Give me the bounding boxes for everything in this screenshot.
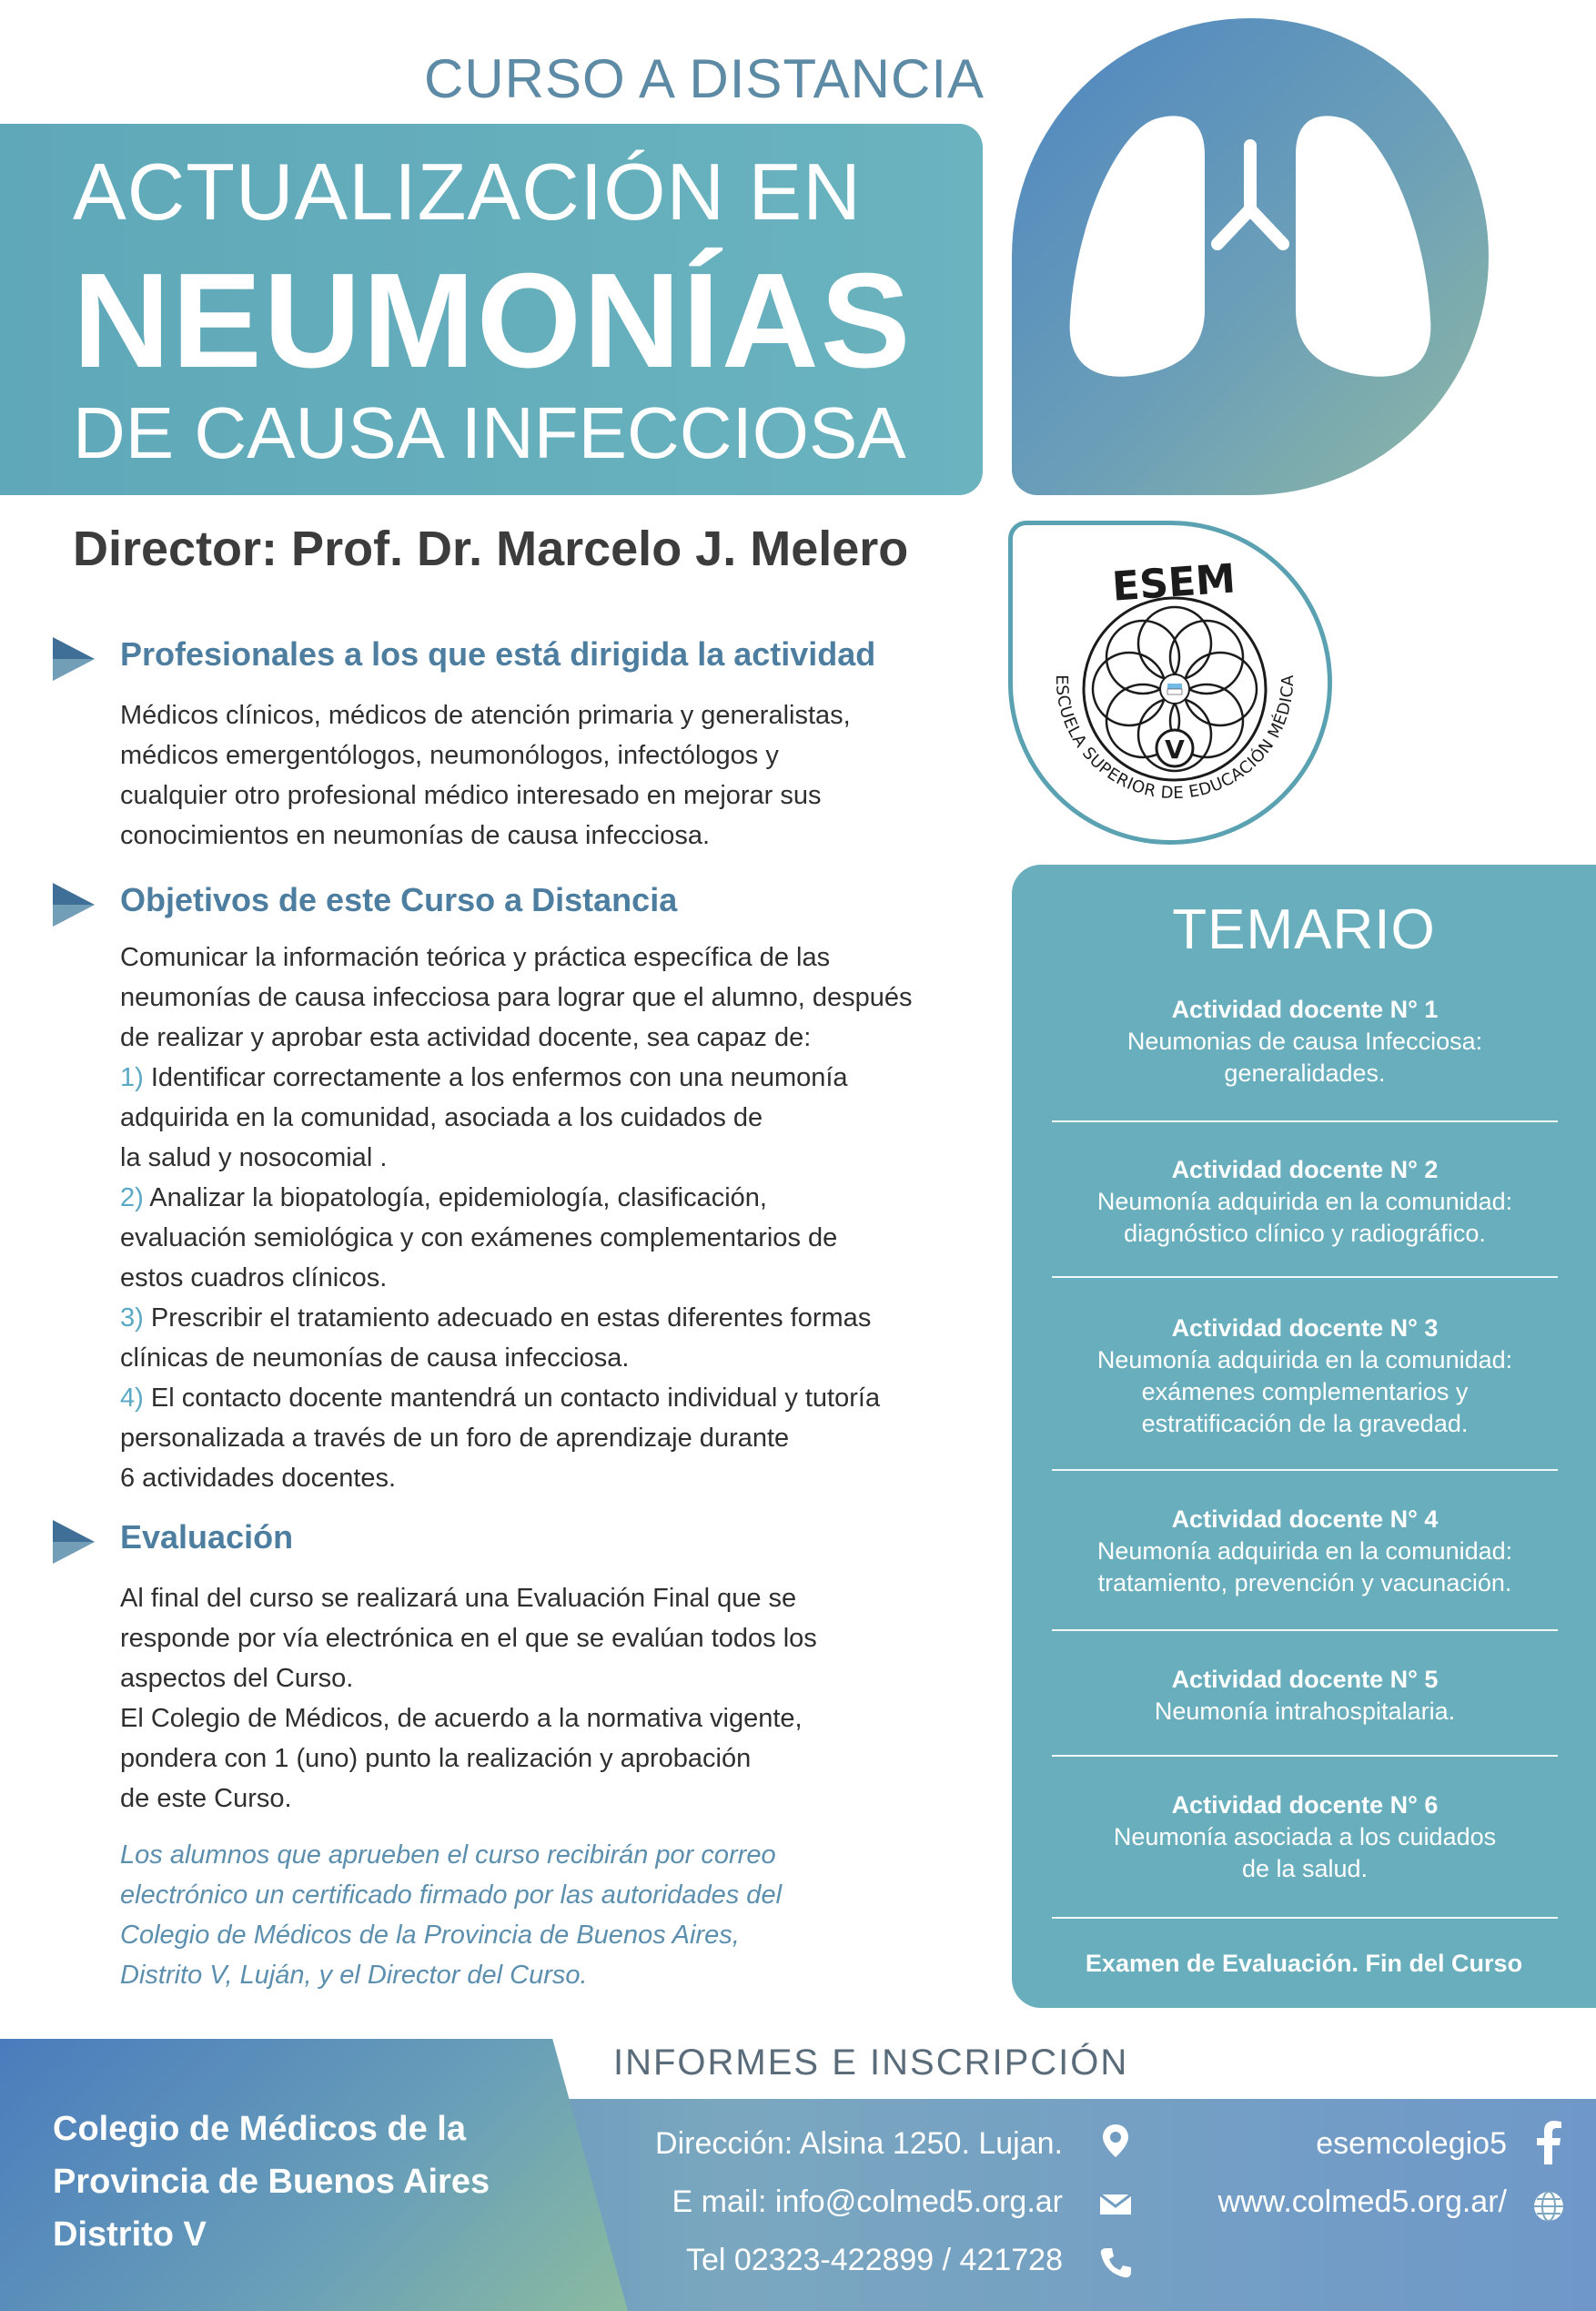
temario-title: TEMARIO — [1172, 898, 1436, 961]
footer-org-name — [53, 2103, 490, 2261]
text-line: estos cuadros clínicos. — [120, 1263, 388, 1292]
activity-heading: Actividad docente N° 1 — [1171, 996, 1439, 1023]
section-dirigida-body — [120, 695, 994, 856]
section-objetivos-body — [120, 938, 994, 1498]
text-line: conocimientos en neumonías de causa infecciosa. — [120, 821, 711, 850]
divider — [1052, 1469, 1558, 1471]
objective-item-1 — [120, 1058, 994, 1098]
objective-item-2 — [120, 1178, 994, 1218]
globe-icon[interactable] — [1532, 2190, 1565, 2223]
director-name: Director: Prof. Dr. Marcelo J. Melero — [73, 522, 909, 576]
title-line-3: DE CAUSA INFECCIOSA — [73, 392, 906, 473]
objective-number: 2) — [120, 1183, 144, 1212]
exam-closing: Examen de Evaluación. Fin del Curso — [1085, 1950, 1523, 1977]
text-line: responde por vía electrónica en el que se evalúan todos los — [120, 1624, 817, 1653]
activity-text: Neumonía adquirida en la comunidad: — [1096, 1537, 1513, 1565]
location-pin-icon — [1097, 2123, 1134, 2159]
divider — [1052, 1276, 1558, 1278]
text-line: de este Curso. — [120, 1784, 292, 1813]
section-dirigida-heading: Profesionales a los que está dirigida la actividad — [120, 635, 876, 673]
activity-text: Neumonía intrahospitalaria. — [1154, 1698, 1456, 1725]
title-banner — [0, 124, 983, 495]
text-line: Comunicar la información teórica y práctica específica de las — [120, 943, 831, 972]
social-website[interactable]: www.colmed5.org.ar/ — [1217, 2184, 1507, 2219]
activity-4 — [1052, 1504, 1558, 1599]
text-line: pondera con 1 (uno) punto la realización y aprobación — [120, 1744, 752, 1773]
activity-text: de la salud. — [1241, 1855, 1369, 1882]
activity-heading: Actividad docente N° 3 — [1171, 1314, 1439, 1342]
text-line: electrónico un certificado firmado por las autoridades del — [120, 1880, 783, 1910]
text-line: El Colegio de Médicos, de acuerdo a la normativa vigente, — [120, 1704, 803, 1733]
text-line: cualquier otro profesional médico interesado en mejorar sus — [120, 781, 822, 810]
activity-text: generalidades. — [1224, 1059, 1386, 1087]
text-line: neumonías de causa infecciosa para lograr que el alumno, después — [120, 983, 913, 1012]
activity-text: tratamiento, prevención y vacunación. — [1097, 1569, 1512, 1596]
text-line: Al final del curso se realizará una Evaluación Final que se — [120, 1584, 797, 1613]
text-line: clínicas de neumonías de causa infecciosa. — [120, 1343, 630, 1373]
activity-heading: Actividad docente N° 5 — [1171, 1666, 1439, 1693]
text-line: personalizada a través de un foro de aprendizaje durante — [120, 1424, 790, 1453]
section-arrow-shade — [53, 905, 95, 927]
objective-number: 1) — [120, 1063, 144, 1092]
title-line-1: ACTUALIZACIÓN EN — [73, 147, 862, 237]
text-line: evaluación semiológica y con exámenes complementarios de — [120, 1223, 838, 1252]
text-line: Provincia de Buenos Aires — [53, 2163, 490, 2201]
text-line: Distrito V — [53, 2215, 207, 2254]
activity-text: exámenes complementarios y — [1141, 1378, 1469, 1405]
text-line: de realizar y aprobar esta actividad docente, sea capaz de: — [120, 1023, 812, 1052]
objective-number: 4) — [120, 1384, 144, 1413]
text-line: Los alumnos que aprueben el curso recibirán por correo — [120, 1840, 776, 1870]
logo-ring-text: ESCUELA SUPERIOR DE EDUCACIÓN MÉDICA — [1051, 674, 1298, 804]
activity-3 — [1052, 1313, 1558, 1440]
logo-district: V — [1165, 735, 1185, 765]
divider — [1052, 1917, 1558, 1919]
activity-5 — [1052, 1664, 1558, 1728]
objective-number: 3) — [120, 1303, 144, 1333]
activity-1 — [1052, 994, 1558, 1090]
text-line: Distrito V, Luján, y el Director del Curso. — [120, 1961, 588, 1990]
text-line: médicos emergentólogos, neumonólogos, infectólogos y — [120, 741, 779, 770]
activity-text: Neumonía adquirida en la comunidad: — [1096, 1188, 1513, 1215]
divider — [1052, 1120, 1558, 1122]
esem-logo — [1008, 521, 1332, 845]
activity-text: Neumonias de causa Infecciosa: — [1126, 1028, 1483, 1055]
text-line: Prescribir el tratamiento adecuado en estas diferentes formas — [150, 1303, 872, 1333]
activity-heading: Actividad docente N° 2 — [1171, 1156, 1439, 1183]
certificate-note — [120, 1835, 994, 1995]
activity-6 — [1052, 1789, 1558, 1885]
section-arrow-shade — [53, 1542, 95, 1564]
phone-icon — [1097, 2245, 1134, 2281]
logo-name: ESEM — [1110, 555, 1237, 611]
text-line: Analizar la biopatología, epidemiología, clasificación, — [149, 1183, 767, 1212]
temario-panel — [1012, 865, 1596, 2008]
activity-2 — [1052, 1154, 1558, 1250]
informes-heading: INFORMES E INSCRIPCIÓN — [613, 2042, 1129, 2083]
text-line: aspectos del Curso. — [120, 1664, 354, 1693]
section-evaluacion-heading: Evaluación — [120, 1518, 294, 1556]
activity-text: diagnóstico clínico y radiográfico. — [1124, 1220, 1486, 1247]
text-line: la salud y nosocomial . — [120, 1143, 388, 1172]
activity-text: Neumonía adquirida en la comunidad: — [1096, 1346, 1513, 1373]
section-objetivos-heading: Objetivos de este Curso a Distancia — [120, 881, 678, 918]
text-line: Colegio de Médicos de la Provincia de Buenos Aires, — [120, 1921, 740, 1950]
text-line: Colegio de Médicos de la — [53, 2110, 466, 2148]
esem-seal-icon — [1013, 525, 1332, 845]
objective-item-4 — [120, 1378, 994, 1418]
activity-text: estratificación de la gravedad. — [1141, 1410, 1469, 1437]
lungs-icon — [1012, 18, 1489, 495]
lungs-badge — [1012, 18, 1489, 495]
objective-item-3 — [120, 1298, 994, 1338]
facebook-icon[interactable] — [1532, 2121, 1565, 2164]
text-line: Identificar correctamente a los enfermos con una neumonía — [150, 1063, 848, 1092]
divider — [1052, 1629, 1558, 1631]
section-arrow-shade — [53, 659, 95, 681]
course-type-kicker: CURSO A DISTANCIA — [424, 48, 985, 109]
contact-phone[interactable]: Tel 02323-422899 / 421728 — [685, 2243, 1063, 2277]
contact-email[interactable]: E mail: info@colmed5.org.ar — [672, 2184, 1063, 2219]
text-line: Médicos clínicos, médicos de atención primaria y generalistas, — [120, 701, 851, 730]
text-line: El contacto docente mantendrá un contacto individual y tutoría — [150, 1384, 881, 1413]
section-evaluacion-body — [120, 1578, 994, 1819]
title-line-2: NEUMONÍAS — [73, 246, 913, 396]
mail-icon — [1097, 2186, 1134, 2223]
text-line: 6 actividades docentes. — [120, 1464, 397, 1493]
contact-address: Dirección: Alsina 1250. Lujan. — [655, 2126, 1063, 2161]
activity-text: Neumonía asociada a los cuidados — [1113, 1823, 1497, 1850]
activity-heading: Actividad docente N° 4 — [1171, 1505, 1439, 1533]
activity-heading: Actividad docente N° 6 — [1171, 1791, 1439, 1819]
divider — [1052, 1755, 1558, 1757]
text-line: adquirida en la comunidad, asociada a los cuidados de — [120, 1103, 763, 1132]
social-facebook[interactable]: esemcolegio5 — [1316, 2126, 1507, 2161]
